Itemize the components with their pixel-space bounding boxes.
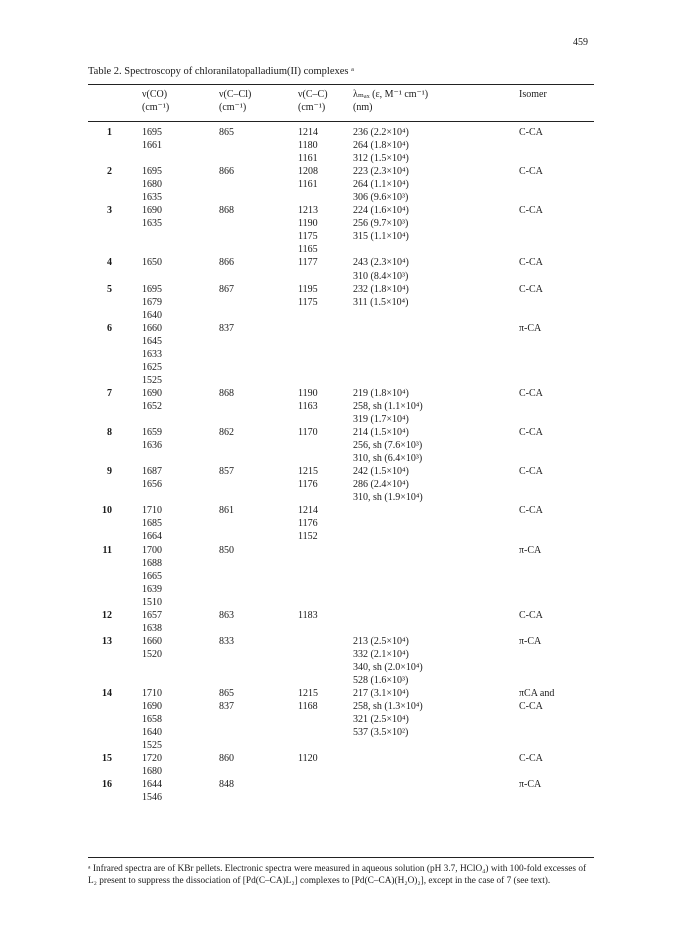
cell-ccl-line: 867	[219, 283, 234, 295]
cell-cc-line: 1214	[298, 505, 318, 517]
cell-ccl	[219, 635, 234, 648]
cell-co-line: 1687	[142, 466, 162, 478]
table-body	[88, 126, 594, 804]
page-number: 459	[573, 37, 588, 48]
cell-ccl	[219, 504, 234, 517]
cell-cc	[298, 165, 318, 191]
table-row	[88, 778, 594, 804]
cell-isomer-line: C-CA	[519, 127, 543, 138]
cell-cc-line: 1177	[298, 257, 318, 269]
cell-isomer-line: C-CA	[519, 257, 543, 269]
header-co	[142, 88, 169, 114]
cell-lambda-line: 258, sh (1.3×10⁴)	[353, 701, 423, 713]
footnote-text: ᵃ Infrared spectra are of KBr pellets. Electronic spectra were measured in aqueous solution (pH 3.7, HClO₄) with 100-fold excesses of L₂ present to suppress the dissociation of [Pd(C–CA)L₂] complexes to [Pd(C–CA)(H₂O)₂], except in the case of 7 (see text).	[88, 864, 587, 887]
table-row	[88, 387, 594, 426]
cell-co-line: 1546	[142, 792, 162, 804]
row-number-text: 1	[107, 127, 112, 138]
cell-isomer	[519, 635, 541, 648]
cell-co-line: 1685	[142, 518, 162, 530]
cell-lambda	[353, 387, 423, 426]
cell-cc-line: 1176	[298, 479, 318, 491]
row-number-text: 12	[102, 609, 112, 621]
cell-lambda-line: 256 (9.7×10³)	[353, 218, 409, 230]
table-row	[88, 609, 594, 635]
cell-isomer-line: C-CA	[519, 427, 543, 439]
cell-isomer	[519, 204, 543, 217]
cell-lambda-line: 256, sh (7.6×10³)	[353, 440, 423, 452]
row-number	[88, 256, 112, 269]
row-number	[88, 387, 112, 400]
table-row	[88, 256, 594, 282]
cell-lambda	[353, 687, 423, 739]
table-caption: Table 2. Spectroscopy of chloranilatopalladium(II) complexes ᵃ	[88, 66, 355, 77]
cell-ccl	[219, 256, 234, 269]
cell-lambda-line: 321 (2.5×10⁴)	[353, 714, 409, 726]
row-number-text: 14	[102, 688, 112, 700]
cell-isomer	[519, 544, 541, 557]
cell-lambda	[353, 283, 409, 309]
cell-cc-line: 1161	[298, 179, 318, 191]
cell-cc-line: 1120	[298, 753, 318, 765]
row-number-text: 7	[107, 387, 112, 399]
header-lambda	[353, 88, 428, 114]
cell-co-line: 1695	[142, 166, 162, 178]
header-isomer-line: Isomer	[519, 89, 547, 100]
table-top-rule	[88, 84, 594, 85]
cell-lambda	[353, 635, 423, 687]
cell-cc	[298, 387, 318, 413]
cell-isomer-line: π-CA	[519, 322, 542, 334]
cell-ccl-line: 868	[219, 205, 234, 217]
cell-co	[142, 204, 162, 230]
cell-lambda	[353, 126, 409, 165]
cell-co-line: 1625	[142, 361, 162, 373]
cell-co-line: 1510	[142, 596, 162, 608]
header-ccl-unit: (cm⁻¹)	[219, 102, 247, 113]
cell-co-line: 1638	[142, 622, 162, 634]
row-number	[88, 504, 112, 517]
row-number-text: 5	[107, 283, 112, 295]
table-bottom-rule	[88, 857, 594, 858]
cell-ccl-line: 848	[219, 779, 234, 791]
cell-cc	[298, 504, 318, 543]
header-cc-unit: (cm⁻¹)	[298, 102, 326, 113]
cell-ccl-line: 833	[219, 635, 234, 647]
header-co-unit: (cm⁻¹)	[142, 102, 170, 113]
header-co-line: ν(CO)	[142, 89, 168, 100]
cell-isomer	[519, 283, 543, 296]
cell-isomer	[519, 387, 543, 400]
cell-cc	[298, 609, 318, 622]
cell-co-line: 1525	[142, 374, 162, 386]
cell-isomer-line: C-CA	[519, 166, 543, 178]
header-lambda-unit: (nm)	[353, 102, 373, 113]
cell-cc-line: 1180	[298, 140, 318, 152]
row-number-text: 4	[107, 257, 112, 269]
cell-cc-line: 1183	[298, 609, 318, 621]
cell-isomer	[519, 752, 543, 765]
table-row	[88, 544, 594, 609]
cell-ccl	[219, 752, 234, 765]
row-number	[88, 609, 112, 622]
row-number	[88, 204, 112, 217]
cell-isomer-line: C-CA	[519, 205, 543, 217]
cell-co-line: 1690	[142, 387, 162, 399]
cell-cc	[298, 283, 318, 309]
row-number	[88, 283, 112, 296]
cell-ccl	[219, 778, 234, 791]
header-isomer	[519, 88, 547, 101]
header-ccl	[219, 88, 251, 114]
cell-cc-line: 1190	[298, 218, 318, 230]
cell-cc	[298, 752, 318, 765]
cell-co-line: 1636	[142, 440, 162, 452]
cell-co	[142, 465, 162, 491]
cell-cc	[298, 126, 318, 165]
cell-lambda-line: 310, sh (1.9×10⁴)	[353, 492, 423, 504]
cell-co-line: 1679	[142, 296, 162, 308]
cell-lambda	[353, 165, 409, 204]
cell-lambda-line: 242 (1.5×10⁴)	[353, 466, 409, 478]
cell-co	[142, 283, 162, 322]
cell-co	[142, 165, 162, 204]
cell-co-line: 1661	[142, 140, 162, 152]
table-row	[88, 204, 594, 256]
cell-lambda-line: 232 (1.8×10⁴)	[353, 283, 409, 295]
cell-co-line: 1688	[142, 557, 162, 569]
cell-lambda-line: 310, sh (6.4×10³)	[353, 453, 423, 465]
cell-co	[142, 426, 162, 452]
row-number-text: 8	[107, 427, 112, 439]
cell-co	[142, 544, 162, 609]
row-number	[88, 687, 112, 700]
cell-cc	[298, 256, 318, 269]
cell-isomer-line: C-CA	[519, 753, 543, 765]
cell-co-line: 1680	[142, 179, 162, 191]
cell-co-line: 1658	[142, 714, 162, 726]
cell-lambda-line: 243 (2.3×10⁴)	[353, 257, 409, 269]
cell-ccl	[219, 322, 234, 335]
cell-lambda-line: 315 (1.1×10⁴)	[353, 231, 409, 243]
header-lambda-line: λₘₐₓ (ε, M⁻¹ cm⁻¹)	[353, 89, 429, 100]
row-number	[88, 426, 112, 439]
cell-cc-line: 1176	[298, 518, 318, 530]
cell-ccl-line: 863	[219, 609, 234, 621]
cell-ccl-line: 837	[219, 701, 234, 713]
cell-co	[142, 322, 162, 387]
cell-isomer	[519, 126, 543, 139]
table-header	[88, 88, 594, 120]
cell-cc	[298, 687, 318, 713]
cell-ccl	[219, 387, 234, 400]
cell-cc-line: 1215	[298, 466, 318, 478]
cell-cc	[298, 426, 318, 439]
cell-ccl	[219, 126, 234, 139]
cell-co-line: 1660	[142, 322, 162, 334]
cell-ccl	[219, 283, 234, 296]
cell-lambda-line: 264 (1.1×10⁴)	[353, 179, 409, 191]
cell-ccl-line: 862	[219, 427, 234, 439]
cell-co-line: 1657	[142, 609, 162, 621]
cell-lambda-line: 264 (1.8×10⁴)	[353, 140, 409, 152]
cell-ccl-line: 866	[219, 257, 234, 269]
table-row	[88, 465, 594, 504]
cell-lambda-line: 537 (3.5×10²)	[353, 727, 409, 739]
cell-co	[142, 126, 162, 152]
cell-lambda-line: 319 (1.7×10⁴)	[353, 414, 409, 426]
cell-lambda-line: 340, sh (2.0×10⁴)	[353, 661, 423, 673]
cell-ccl-line: 865	[219, 688, 234, 700]
row-number	[88, 322, 112, 335]
cell-isomer	[519, 256, 543, 269]
cell-lambda-line: 217 (3.1×10⁴)	[353, 688, 409, 700]
row-number-text: 15	[102, 753, 112, 765]
cell-co-line: 1660	[142, 635, 162, 647]
cell-lambda-line: 223 (2.3×10⁴)	[353, 166, 409, 178]
cell-isomer	[519, 426, 543, 439]
cell-co-line: 1640	[142, 309, 162, 321]
cell-ccl	[219, 426, 234, 439]
row-number-text: 11	[102, 544, 112, 556]
cell-lambda-line: 312 (1.5×10⁴)	[353, 153, 409, 165]
row-number	[88, 544, 112, 557]
cell-cc-line: 1213	[298, 205, 318, 217]
cell-ccl-line: 861	[219, 505, 234, 517]
row-number-text: 10	[102, 505, 112, 517]
cell-cc	[298, 465, 318, 491]
table-row	[88, 283, 594, 322]
cell-isomer	[519, 504, 543, 517]
cell-co-line: 1690	[142, 205, 162, 217]
cell-lambda-line: 236 (2.2×10⁴)	[353, 127, 409, 138]
cell-co	[142, 752, 162, 778]
cell-isomer-line: πCA and	[519, 688, 555, 700]
cell-co-line: 1680	[142, 766, 162, 778]
row-number-text: 13	[102, 635, 112, 647]
cell-co-line: 1644	[142, 779, 162, 791]
cell-ccl-line: 865	[219, 127, 234, 138]
cell-lambda-line: 224 (1.6×10⁴)	[353, 205, 409, 217]
cell-ccl-line: 850	[219, 544, 234, 556]
cell-isomer	[519, 778, 541, 791]
cell-cc-line: 1195	[298, 283, 318, 295]
cell-cc-line: 1163	[298, 401, 318, 412]
table-header-rule	[88, 121, 594, 122]
cell-co	[142, 387, 162, 413]
row-number	[88, 126, 112, 139]
cell-co-line: 1635	[142, 218, 162, 230]
cell-cc-line: 1175	[298, 231, 318, 243]
cell-lambda-line: 219 (1.8×10⁴)	[353, 387, 409, 399]
cell-co-line: 1720	[142, 753, 162, 765]
cell-lambda-line: 528 (1.6×10³)	[353, 675, 409, 686]
cell-co-line: 1659	[142, 427, 162, 439]
row-number-text: 9	[107, 466, 112, 478]
row-number	[88, 465, 112, 478]
table-row	[88, 687, 594, 752]
cell-lambda-line: 286 (2.4×10⁴)	[353, 479, 409, 491]
cell-co-line: 1633	[142, 348, 162, 360]
cell-isomer-line: C-CA	[519, 466, 543, 478]
row-number	[88, 778, 112, 791]
cell-isomer-line: C-CA	[519, 701, 543, 713]
cell-isomer	[519, 609, 543, 622]
cell-co-line: 1695	[142, 127, 162, 138]
cell-ccl	[219, 687, 234, 713]
cell-ccl-line: 868	[219, 387, 234, 399]
header-cc	[298, 88, 328, 114]
cell-isomer	[519, 322, 541, 335]
cell-isomer	[519, 687, 554, 713]
cell-lambda	[353, 426, 422, 465]
cell-cc-line: 1215	[298, 688, 318, 700]
cell-co-line: 1710	[142, 505, 162, 517]
table-row	[88, 752, 594, 778]
cell-cc-line: 1152	[298, 531, 318, 543]
table-row	[88, 504, 594, 543]
cell-co	[142, 778, 162, 804]
cell-co-line: 1664	[142, 531, 162, 543]
cell-co-line: 1645	[142, 335, 162, 347]
cell-isomer	[519, 165, 543, 178]
cell-lambda	[353, 256, 409, 282]
cell-ccl	[219, 165, 234, 178]
cell-co-line: 1635	[142, 192, 162, 204]
cell-co-line: 1690	[142, 701, 162, 713]
row-number	[88, 635, 112, 648]
cell-isomer-line: C-CA	[519, 505, 543, 517]
cell-co	[142, 504, 162, 543]
cell-co-line: 1695	[142, 283, 162, 295]
cell-co	[142, 635, 162, 661]
cell-lambda-line: 258, sh (1.1×10⁴)	[353, 401, 423, 412]
cell-isomer-line: C-CA	[519, 609, 543, 621]
cell-cc-line: 1161	[298, 153, 318, 165]
cell-co-line: 1650	[142, 257, 162, 269]
cell-ccl-line: 857	[219, 466, 234, 478]
cell-co-line: 1652	[142, 401, 162, 412]
cell-ccl	[219, 544, 234, 557]
cell-lambda-line: 213 (2.5×10⁴)	[353, 635, 409, 647]
cell-lambda	[353, 204, 409, 243]
cell-ccl-line: 866	[219, 166, 234, 178]
row-number-text: 16	[102, 779, 112, 791]
cell-co-line: 1639	[142, 583, 162, 595]
cell-co-line: 1665	[142, 570, 162, 582]
cell-co-line: 1640	[142, 727, 162, 739]
cell-isomer-line: π-CA	[519, 544, 542, 556]
cell-lambda-line: 332 (2.1×10⁴)	[353, 648, 409, 660]
cell-isomer-line: π-CA	[519, 635, 542, 647]
cell-ccl	[219, 609, 234, 622]
cell-co	[142, 256, 162, 269]
cell-isomer	[519, 465, 543, 478]
cell-cc-line: 1170	[298, 427, 318, 439]
cell-co	[142, 609, 162, 635]
cell-cc-line: 1208	[298, 166, 318, 178]
cell-ccl	[219, 204, 234, 217]
row-number	[88, 165, 112, 178]
row-number-text: 2	[107, 166, 112, 178]
cell-cc	[298, 204, 318, 256]
cell-ccl	[219, 465, 234, 478]
table-row	[88, 426, 594, 465]
cell-co-line: 1710	[142, 688, 162, 700]
cell-cc-line: 1165	[298, 244, 318, 256]
cell-isomer-line: π-CA	[519, 779, 542, 791]
cell-cc-line: 1168	[298, 701, 318, 713]
cell-co	[142, 687, 162, 752]
cell-co-line: 1525	[142, 740, 162, 752]
row-number	[88, 752, 112, 765]
header-ccl-line: ν(C–Cl)	[219, 89, 252, 100]
header-cc-line: ν(C–C)	[298, 89, 328, 100]
cell-ccl-line: 837	[219, 322, 234, 334]
cell-isomer-line: C-CA	[519, 387, 543, 399]
cell-lambda-line: 306 (9.6×10³)	[353, 192, 409, 204]
table-row	[88, 635, 594, 687]
table-row	[88, 126, 594, 165]
cell-co-line: 1700	[142, 544, 162, 556]
cell-cc-line: 1214	[298, 127, 318, 138]
table-footnote	[88, 863, 596, 888]
table-row	[88, 165, 594, 204]
table-row	[88, 322, 594, 387]
cell-co-line: 1520	[142, 648, 162, 660]
cell-ccl-line: 860	[219, 753, 234, 765]
cell-lambda-line: 310 (8.4×10³)	[353, 270, 409, 282]
cell-isomer-line: C-CA	[519, 283, 543, 295]
cell-lambda	[353, 465, 423, 504]
cell-co-line: 1656	[142, 479, 162, 491]
cell-lambda-line: 214 (1.5×10⁴)	[353, 427, 409, 439]
cell-cc-line: 1190	[298, 387, 318, 399]
row-number-text: 3	[107, 205, 112, 217]
cell-lambda-line: 311 (1.5×10⁴)	[353, 296, 409, 308]
row-number-text: 6	[107, 322, 112, 334]
cell-cc-line: 1175	[298, 296, 318, 308]
